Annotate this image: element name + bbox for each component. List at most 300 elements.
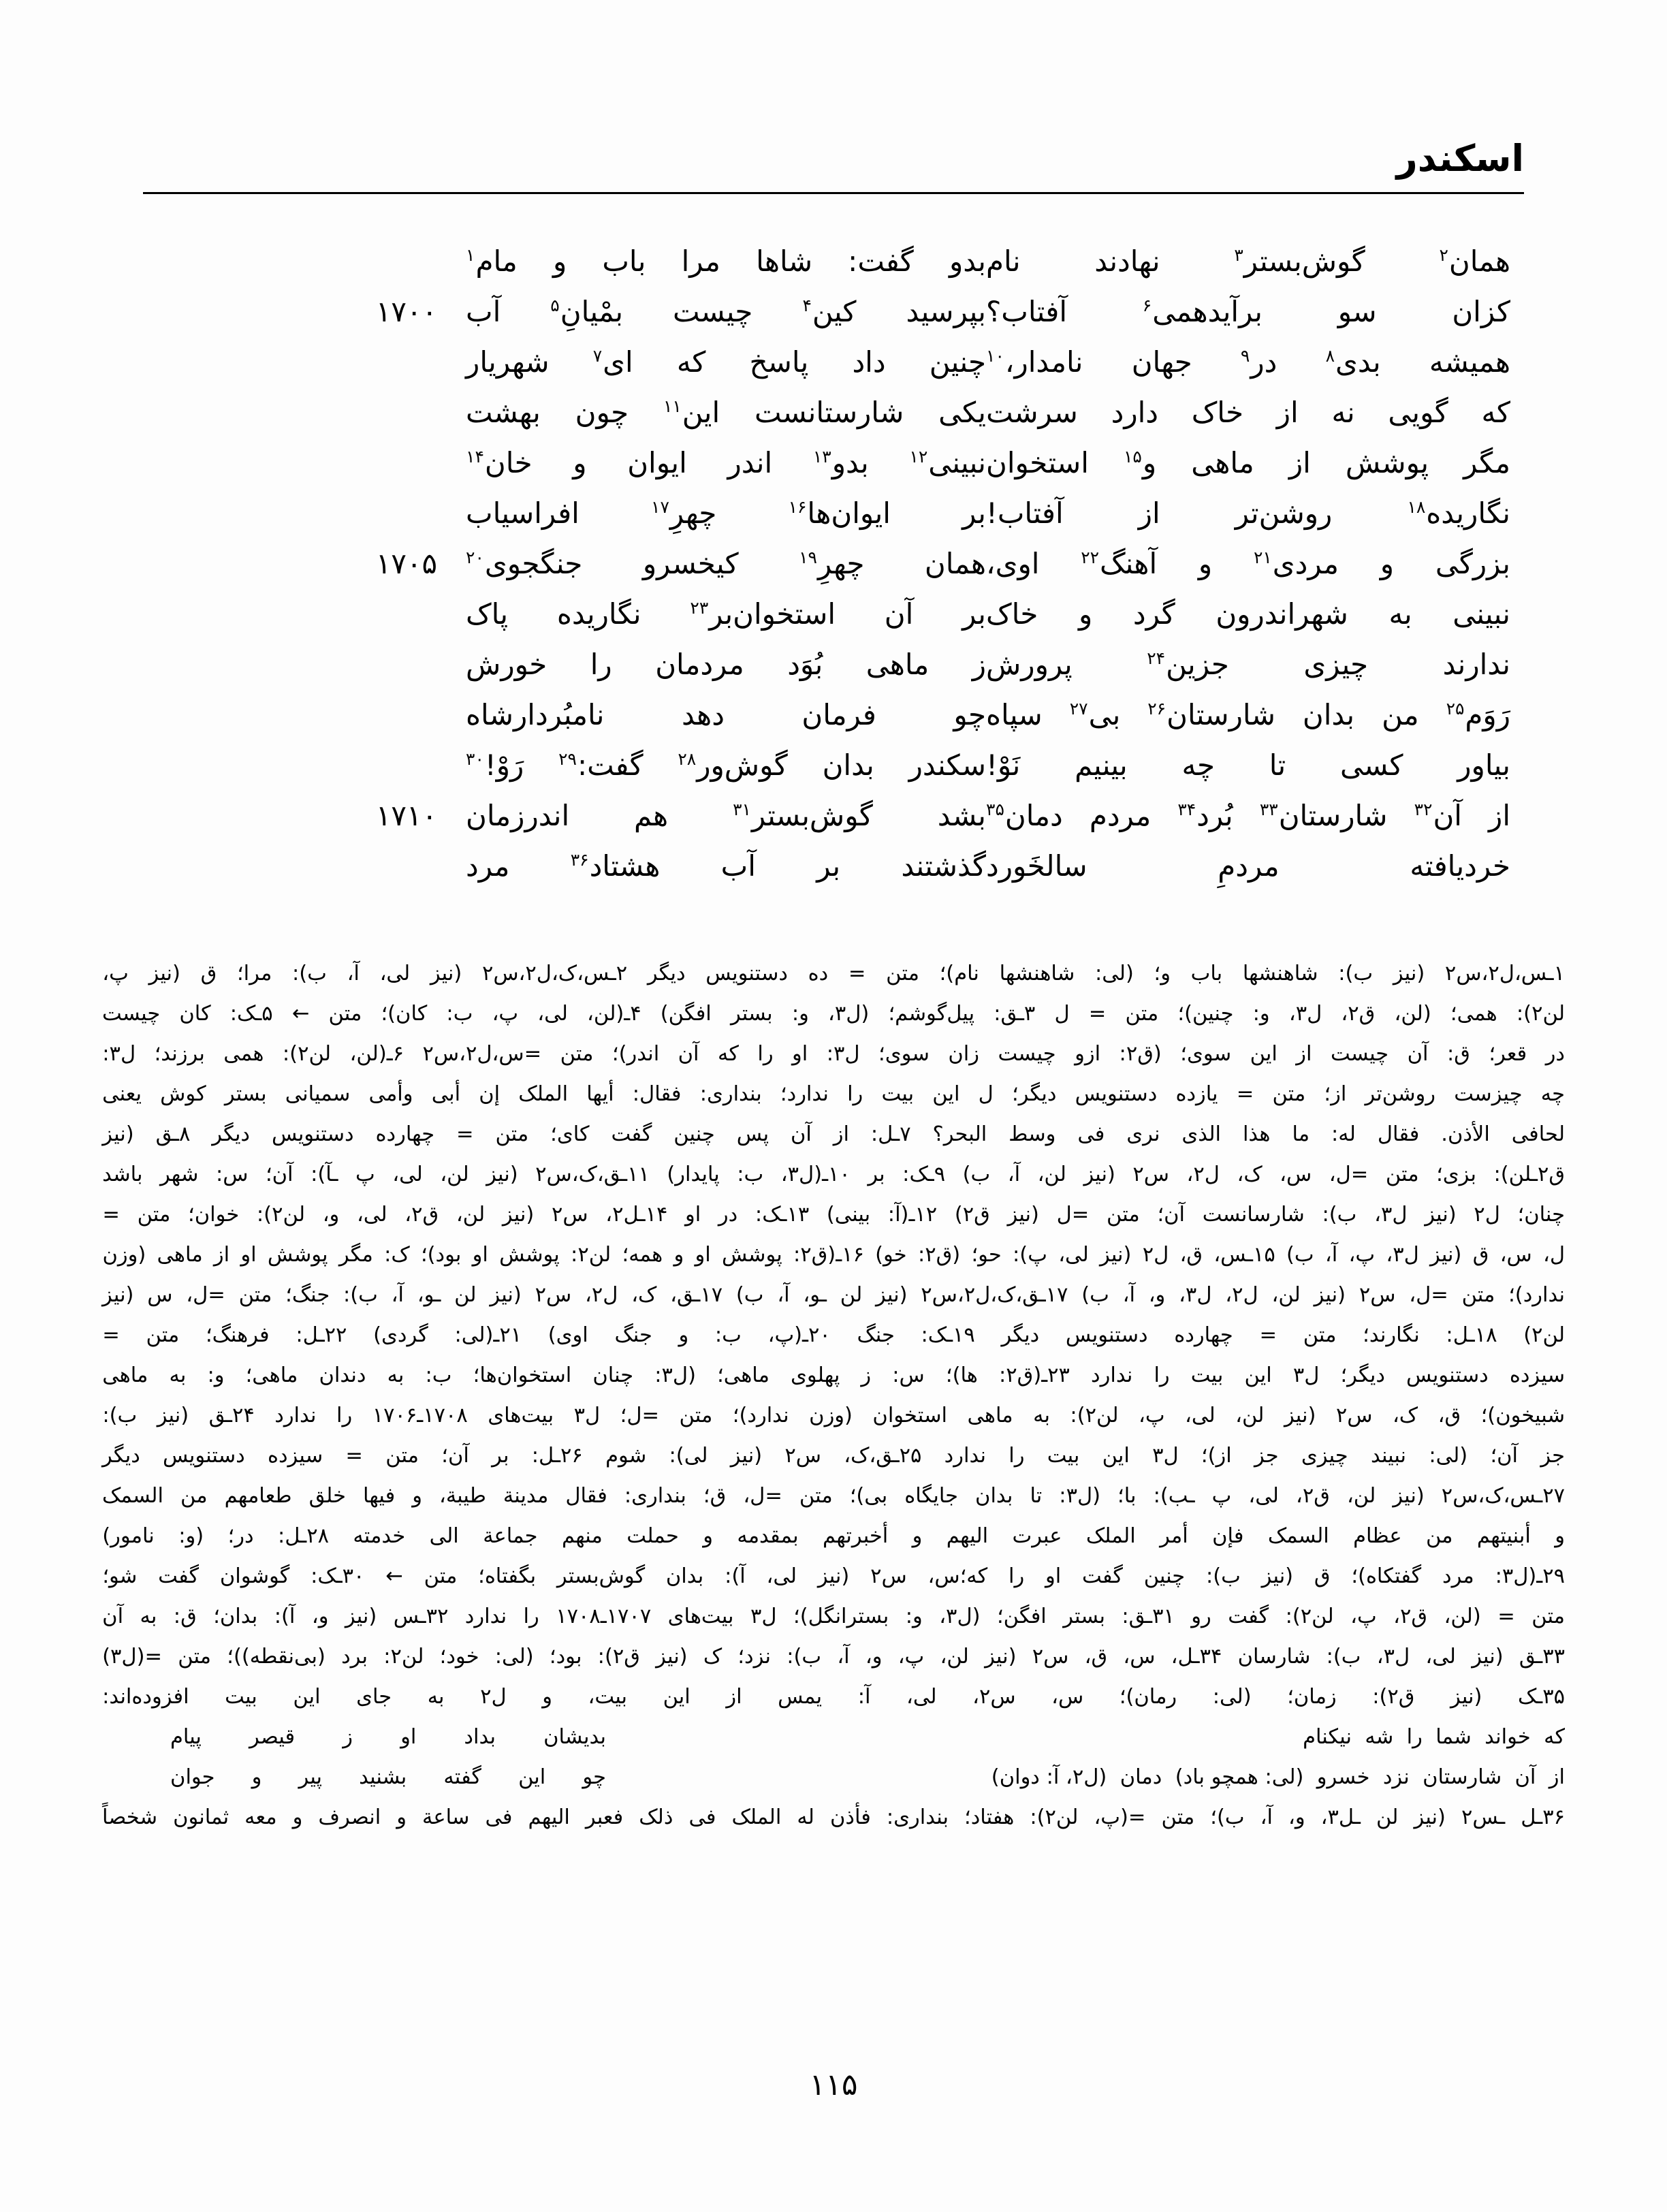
footnote-ref[interactable]: ۲۳	[690, 598, 709, 618]
hemistich-right	[441, 844, 986, 888]
apparatus-token: بنداری:	[699, 1082, 762, 1106]
hemistich-right	[441, 240, 986, 283]
verse-number: ۱۷۰۰	[375, 295, 437, 328]
verse-word: خان$^{۱۴}$	[466, 446, 533, 479]
apparatus-token: =ل،	[743, 1484, 782, 1508]
apparatus-token: دستنویس	[1406, 1363, 1489, 1387]
inset-verse-word: و	[251, 1765, 262, 1789]
apparatus-token: متن	[238, 1283, 272, 1307]
apparatus-token: =	[1088, 1002, 1107, 1026]
apparatus-token: حو؛	[971, 1243, 1002, 1267]
apparatus-token: پوشش	[499, 1243, 560, 1267]
apparatus-token: الملک	[1085, 1524, 1136, 1548]
apparatus-token: و،	[865, 1645, 883, 1669]
inset-verse-word: او	[400, 1725, 417, 1749]
apparatus-line	[102, 1516, 1565, 1556]
verse-word: مردی$^{۲۱}$	[1253, 547, 1339, 580]
apparatus-token: ندارد)؛	[732, 1404, 789, 1427]
apparatus-token: (نیز	[345, 1605, 377, 1628]
apparatus-token: پوشش	[722, 1243, 782, 1267]
hemistich-left	[986, 744, 1531, 787]
verse-word: هم	[634, 799, 669, 832]
apparatus-token: ۱۷۰۷ـ۱۷۰۸	[556, 1605, 652, 1628]
verse-row	[136, 744, 1531, 794]
apparatus-token: ق۲،	[1341, 1002, 1376, 1026]
apparatus-token: بگفتاه؛	[478, 1564, 537, 1588]
verse-word: آن	[884, 597, 914, 631]
apparatus-token: متن	[886, 962, 919, 985]
apparatus-token: ها)؛	[945, 1363, 978, 1387]
apparatus-token: و	[412, 1484, 422, 1508]
footnote-ref[interactable]: ۱۱	[663, 396, 682, 416]
apparatus-token: س۲	[535, 1283, 572, 1307]
apparatus-token: (نیز	[502, 1203, 535, 1227]
footnote-ref[interactable]: ۳	[1234, 245, 1243, 265]
apparatus-token: ل۳	[1292, 1363, 1320, 1387]
verse-word: را	[590, 648, 612, 681]
apparatus-token: قعر؛	[1489, 1042, 1527, 1066]
footnote-ref[interactable]: ۱۷	[651, 497, 669, 517]
apparatus-token: بستر	[224, 1082, 267, 1106]
apparatus-token: ۳۲ـس	[393, 1605, 449, 1628]
apparatus-token: ←	[291, 1002, 310, 1026]
hemistich-left	[986, 341, 1531, 384]
footnote-ref[interactable]: ۱	[466, 245, 475, 265]
verse-row	[136, 542, 1531, 592]
apparatus-token: ب):	[291, 962, 327, 985]
apparatus-token: نامور)	[102, 1524, 155, 1548]
footnote-ref[interactable]: ۲	[1439, 245, 1448, 265]
verse-block	[136, 240, 1531, 895]
apparatus-token: ق	[200, 962, 217, 985]
verse-word: نگاریده	[556, 597, 641, 631]
verse-word: مردمان	[655, 648, 744, 681]
verse-word: آهنگ$^{۲۲}$	[1081, 547, 1158, 580]
apparatus-token: ق،	[1438, 1404, 1461, 1427]
apparatus-token: ق،	[1179, 1243, 1203, 1267]
apparatus-token: فرهنگ؛	[205, 1323, 270, 1347]
verse-word: خردیافته	[1410, 849, 1510, 883]
apparatus-token: س،	[1499, 1243, 1532, 1267]
apparatus-token: بود)؛	[420, 1243, 462, 1267]
apparatus-token: و،	[1288, 1805, 1305, 1829]
apparatus-token: این	[1244, 1363, 1272, 1387]
verse-word: نه	[1331, 396, 1355, 429]
footnote-ref[interactable]: ۱۲	[909, 447, 928, 467]
apparatus-token: ب)	[962, 1163, 991, 1186]
footnote-ref[interactable]: ۳۵	[986, 800, 1004, 819]
apparatus-token: ق:	[1446, 1042, 1470, 1066]
apparatus-token: طیبة،	[439, 1484, 486, 1508]
apparatus-token: ب):	[1326, 1645, 1361, 1669]
apparatus-token: در؛	[227, 1524, 254, 1548]
apparatus-token: ق۲)	[954, 1203, 990, 1227]
apparatus-token: متن	[385, 1444, 419, 1468]
apparatus-token: پ،	[492, 1002, 519, 1026]
apparatus-token: آ،	[1260, 1805, 1273, 1829]
apparatus-token: الذی	[1181, 1122, 1222, 1146]
apparatus-token: بنداری:	[624, 1484, 686, 1508]
inset-verse-word: پیر	[298, 1765, 323, 1789]
apparatus-token: ۵ـک:	[229, 1002, 273, 1026]
apparatus-token: جز	[1540, 1444, 1565, 1468]
footnote-ref[interactable]: ۲۵	[1446, 699, 1465, 718]
apparatus-token: ماهی؛	[245, 1363, 298, 1387]
verse-word: ایوان‌ها$^{۱۶}$	[788, 496, 891, 530]
apparatus-token: متن	[799, 1484, 833, 1508]
apparatus-token: و:	[207, 1363, 225, 1387]
apparatus-token: آ،	[391, 1283, 404, 1307]
apparatus-token: السمک	[1267, 1524, 1329, 1548]
verse-row	[136, 240, 1531, 290]
apparatus-token: ما	[1292, 1122, 1310, 1146]
apparatus-token: ۳۶ـل	[1521, 1805, 1565, 1829]
apparatus-token: را	[336, 1404, 353, 1427]
apparatus-token: آن؛	[1490, 1444, 1519, 1468]
footnote-ref[interactable]: ۲۲	[1081, 548, 1100, 567]
apparatus-token: او	[792, 1042, 808, 1066]
verse-word: و$^{۱۵}$	[1124, 446, 1157, 479]
apparatus-token: گفت	[1228, 1605, 1269, 1628]
apparatus-token: س:	[892, 1363, 925, 1387]
apparatus-token: به	[1033, 1404, 1050, 1427]
apparatus-token: رمان)؛	[1119, 1685, 1177, 1709]
apparatus-token: فقال	[1377, 1122, 1420, 1146]
footnote-ref[interactable]: ۲۰	[466, 548, 484, 567]
apparatus-token: چنین)؛	[1177, 1002, 1234, 1026]
verse-word: مگر	[1463, 446, 1510, 479]
apparatus-token: چیست	[998, 1042, 1056, 1066]
hemistich-left	[986, 441, 1531, 485]
footnote-ref[interactable]: ۴	[802, 296, 812, 315]
apparatus-token: لن۲):	[1516, 1002, 1565, 1026]
apparatus-token: بیت	[1047, 1444, 1080, 1468]
verse-word: افراسیاب	[466, 496, 580, 530]
apparatus-token: ۳ـق:	[994, 1002, 1036, 1026]
apparatus-token: بیت‌های	[667, 1605, 734, 1628]
apparatus-token: ب):	[1322, 1203, 1357, 1227]
apparatus-token: عظام	[1353, 1524, 1402, 1548]
apparatus-token: دستنویس	[1075, 1082, 1158, 1106]
apparatus-token: لی،	[356, 1203, 387, 1227]
apparatus-token: خلق	[308, 1484, 346, 1508]
footnote-ref[interactable]: ۳۱	[733, 800, 751, 819]
apparatus-token: (ل۳:	[1059, 1484, 1101, 1508]
apparatus-token: فی	[485, 1805, 513, 1829]
apparatus-token: ـو،	[417, 1283, 441, 1307]
footnote-ref[interactable]: ۱۹	[799, 548, 817, 567]
apparatus-token: (لن،	[1394, 1002, 1431, 1026]
apparatus-token: لن۲):	[1070, 1404, 1119, 1427]
apparatus-token: ل۲،	[1225, 1283, 1258, 1307]
footnote-ref[interactable]: ۵	[550, 296, 560, 315]
apparatus-token: (نیز	[1083, 1163, 1115, 1186]
apparatus-token: پایدار)	[667, 1163, 720, 1186]
apparatus-token: همه؛	[622, 1243, 663, 1267]
apparatus-token: این	[293, 1685, 321, 1709]
verse-word: تا	[1269, 748, 1286, 782]
apparatus-token: جنگ	[857, 1323, 895, 1347]
hemistich-right	[441, 643, 986, 686]
apparatus-token: و	[542, 1685, 552, 1709]
apparatus-token: پ	[1211, 1484, 1232, 1508]
apparatus-token: ۲۵ـق،ک،	[844, 1444, 922, 1468]
verse-word: گویی	[1388, 396, 1448, 429]
apparatus-token: پ):	[1013, 1243, 1047, 1267]
footnote-ref[interactable]: ۱۳	[812, 447, 831, 467]
hemistich-left	[986, 542, 1531, 586]
apparatus-token: ـآ):	[311, 1163, 338, 1186]
inset-verse-word: این	[518, 1765, 546, 1789]
apparatus-token: چنان	[592, 1363, 634, 1387]
verse-word: چه	[1181, 748, 1215, 782]
apparatus-token: ۱۰ـ(ل۳،	[780, 1163, 851, 1186]
apparatus-token: ـو،	[803, 1283, 827, 1307]
apparatus-token: شهر	[159, 1163, 199, 1186]
apparatus-token: لی،	[1248, 1484, 1279, 1508]
apparatus-token: =ل،	[1329, 1163, 1369, 1186]
verse-word: بمْیانِ$^۵$	[550, 295, 624, 328]
apparatus-token: السمک	[102, 1484, 163, 1508]
footnote-ref[interactable]: ۲۴	[1147, 648, 1166, 668]
footnote-ref[interactable]: ۱۵	[1124, 447, 1142, 467]
apparatus-token: شارسان	[1237, 1645, 1311, 1669]
apparatus-token: حملت	[626, 1524, 679, 1548]
footnote-ref[interactable]: ۶	[1142, 296, 1152, 315]
apparatus-line	[102, 1596, 1565, 1637]
apparatus-token: ز	[861, 1363, 872, 1387]
verse-word: که	[676, 345, 706, 379]
inset-verse-word: بدیشان	[543, 1725, 606, 1749]
apparatus-token: بینی)	[826, 1203, 871, 1227]
hemistich-left	[986, 693, 1531, 737]
apparatus-token: استخوان‌ها؛	[473, 1363, 572, 1387]
footnote-ref[interactable]: ۲۱	[1253, 548, 1272, 567]
apparatus-token: ب:	[425, 1363, 452, 1387]
apparatus-token: س۲	[551, 1203, 588, 1227]
verse-word: شهراندرون	[1216, 597, 1348, 631]
apparatus-token: لن	[1376, 1805, 1399, 1829]
apparatus-token: او	[695, 1243, 711, 1267]
footnote-ref[interactable]: ۳۰	[466, 749, 484, 769]
apparatus-token: لن،	[1235, 1404, 1265, 1427]
hemistich-left	[986, 592, 1531, 636]
apparatus-token: (نیز	[1414, 1805, 1446, 1829]
apparatus-token: جز	[1254, 1444, 1279, 1468]
footnote-ref[interactable]: ۱۶	[788, 497, 807, 517]
footnote-ref[interactable]: ۱۴	[466, 447, 484, 467]
apparatus-token: ق؛	[703, 1484, 727, 1508]
apparatus-token: بود؛	[549, 1645, 582, 1669]
hemistich-right	[441, 542, 986, 586]
apparatus-token: ۲۸ـل:	[277, 1524, 330, 1548]
apparatus-token: =	[102, 1323, 120, 1347]
apparatus-token: الأذن.	[1441, 1122, 1490, 1146]
apparatus-token: (نیز	[876, 1283, 908, 1307]
apparatus-token: (نیز	[1314, 1283, 1346, 1307]
apparatus-token: معه	[244, 1805, 277, 1829]
apparatus-token: ۴ـ(لن،	[587, 1002, 641, 1026]
verse-word: گذشتند	[901, 849, 986, 883]
footnote-ref[interactable]: ۲۶	[1147, 699, 1166, 718]
verse-word: آب	[720, 849, 756, 883]
apparatus-token: ندارد)؛	[1508, 1283, 1565, 1307]
apparatus-token: چنین	[1143, 1564, 1186, 1588]
footnote-ref[interactable]: ۳۴	[1177, 800, 1196, 819]
apparatus-token: ندارد	[944, 1444, 986, 1468]
apparatus-token: ل۳،	[1386, 1243, 1419, 1267]
apparatus-token: نام)؛	[939, 962, 979, 985]
apparatus-token: وسط	[1009, 1122, 1056, 1146]
verse-word: ای$^۷$	[592, 345, 633, 379]
verse-row	[136, 643, 1531, 693]
apparatus-token: (بی‌نقطه))؛	[227, 1645, 326, 1669]
verse-word: شارستانست	[754, 396, 904, 429]
apparatus-token: ۳۱ـق:	[1122, 1605, 1175, 1628]
apparatus-token: لی،	[379, 962, 411, 985]
footnote-ref[interactable]: ۱۰	[986, 346, 1004, 366]
apparatus-token: همی؛	[1450, 1002, 1497, 1026]
verse-row	[136, 693, 1531, 744]
apparatus-token: کان	[179, 1002, 211, 1026]
verse-word: چهرِ$^{۱۹}$	[799, 547, 865, 580]
verse-row	[136, 341, 1531, 391]
apparatus-token: مرد	[1442, 1564, 1474, 1588]
apparatus-line	[102, 1797, 1565, 1837]
verse-word: پرورش	[986, 648, 1073, 681]
hemistich-left	[986, 492, 1531, 535]
apparatus-token: ندارد	[274, 1404, 317, 1427]
hemistich-right	[441, 341, 986, 384]
apparatus-token: ب):	[787, 1645, 822, 1669]
apparatus-line	[102, 1556, 1565, 1596]
footnote-ref[interactable]: ۷	[592, 346, 603, 366]
apparatus-token: لن،	[456, 1203, 486, 1227]
apparatus-token: و؛	[1154, 962, 1171, 985]
footnote-ref[interactable]: ۲۸	[678, 749, 697, 769]
apparatus-token: (لی:	[1429, 1444, 1468, 1468]
footnote-ref[interactable]: ۳۶	[570, 850, 589, 870]
verse-word: سرشت	[986, 396, 1078, 429]
header-divider	[143, 192, 1524, 194]
verse-word: چون	[575, 396, 629, 429]
verse-word: چنین	[929, 345, 986, 379]
apparatus-token: (ق۲:	[917, 1243, 961, 1267]
inset-verse-pad	[102, 1717, 170, 1757]
apparatus-token: از؛	[1324, 1082, 1347, 1106]
inset-verse-word: چو	[582, 1765, 606, 1789]
apparatus-token: ک:	[384, 1243, 410, 1267]
apparatus-token: ل۳:	[102, 1042, 136, 1066]
apparatus-token: بیت‌های	[488, 1404, 554, 1427]
apparatus-token: مگر	[338, 1243, 373, 1267]
apparatus-token: لی،	[1425, 1645, 1456, 1669]
apparatus-token: زمان؛	[1287, 1685, 1337, 1709]
apparatus-token: فقال:	[632, 1082, 682, 1106]
apparatus-token: بیت	[225, 1685, 257, 1709]
apparatus-token: لی،	[766, 1564, 797, 1588]
apparatus-token: کان)؛	[381, 1002, 428, 1026]
apparatus-token: (ل۳،	[939, 1605, 981, 1628]
footnote-ref[interactable]: ۹	[1240, 346, 1250, 366]
footnote-ref[interactable]: ۳۳	[1259, 800, 1278, 819]
apparatus-token: سمیانی	[285, 1082, 351, 1106]
apparatus-token: لن،	[1037, 1163, 1066, 1186]
apparatus-token: آن	[678, 1042, 699, 1066]
verse-word: نبینی$^{۱۲}$	[909, 446, 986, 479]
apparatus-token: ۱۷ـق،ک،ل۲،س۲	[921, 1283, 1068, 1307]
apparatus-token: و:	[1252, 1002, 1270, 1026]
footnote-ref[interactable]: ۲۹	[558, 749, 577, 769]
footnote-ref[interactable]: ۱۸	[1407, 497, 1426, 517]
apparatus-token: س،	[1051, 1685, 1084, 1709]
verse-word: استخوان‌بر$^{۲۳}$	[690, 597, 836, 631]
apparatus-token: آن	[790, 1122, 812, 1146]
footnote-ref[interactable]: ۳۲	[1414, 800, 1433, 819]
hemistich-right	[441, 441, 986, 485]
apparatus-token: (نیز	[1472, 1645, 1504, 1669]
apparatus-token: و،	[1148, 1283, 1166, 1307]
apparatus-token: ل۳:	[826, 1042, 860, 1066]
apparatus-token: چهارده	[375, 1122, 435, 1146]
apparatus-token: فی	[1077, 1122, 1105, 1146]
footnote-ref[interactable]: ۸	[1325, 346, 1335, 366]
apparatus-token: جای	[356, 1685, 392, 1709]
apparatus-token: خو)	[875, 1243, 907, 1267]
apparatus-token: متن	[146, 1323, 180, 1347]
verse-word: کین$^۴$	[802, 295, 857, 328]
apparatus-line	[102, 1114, 1565, 1154]
footnote-ref[interactable]: ۲۷	[1069, 699, 1088, 718]
verse-word: گفت:$^{۲۹}$	[558, 748, 644, 782]
apparatus-token: گفت	[611, 1122, 652, 1146]
apparatus-token: شارسانست	[1202, 1203, 1305, 1227]
apparatus-token: شاهنشها	[999, 962, 1075, 985]
verse-word: اوی،	[986, 547, 1040, 580]
apparatus-token: ندارد	[464, 1605, 507, 1628]
apparatus-token: و،	[322, 1203, 340, 1227]
apparatus-token: باب	[1190, 962, 1223, 985]
apparatus-token: له	[797, 1805, 814, 1829]
verse-word: شهریار	[466, 345, 550, 379]
apparatus-token: ل۳	[1152, 1444, 1179, 1468]
apparatus-token: از	[833, 1122, 849, 1146]
apparatus-token: لحافی	[1511, 1122, 1565, 1146]
apparatus-token: ۳۴ـل،	[1171, 1645, 1222, 1669]
apparatus-token: بیت	[881, 1082, 915, 1106]
verse-word: فرمان	[801, 698, 876, 731]
apparatus-token: شاهنشها	[1242, 962, 1318, 985]
apparatus-token: آ):	[725, 1564, 746, 1588]
apparatus-token: لی):	[669, 1444, 708, 1468]
apparatus-token: ب)	[1286, 1243, 1314, 1267]
apparatus-token: (نیز	[430, 962, 462, 985]
apparatus-token: از	[213, 1243, 230, 1267]
apparatus-line	[102, 1074, 1565, 1114]
inset-verse-word: بشنید	[359, 1765, 407, 1789]
apparatus-token: بدان؛	[213, 1605, 258, 1628]
running-head	[143, 137, 1524, 206]
apparatus-token: لن۲):	[1285, 1605, 1334, 1628]
apparatus-token: روشن‌تر	[1365, 1082, 1436, 1106]
apparatus-token: =ل،	[1409, 1283, 1448, 1307]
apparatus-token: ب):	[102, 1404, 138, 1427]
apparatus-token: الملک	[518, 1082, 569, 1106]
apparatus-token: متن	[1161, 1805, 1195, 1829]
apparatus-token: س،	[1123, 1645, 1156, 1669]
verse-word: آفتاب؟	[986, 295, 1068, 328]
apparatus-token: لن۲):	[282, 1042, 331, 1066]
